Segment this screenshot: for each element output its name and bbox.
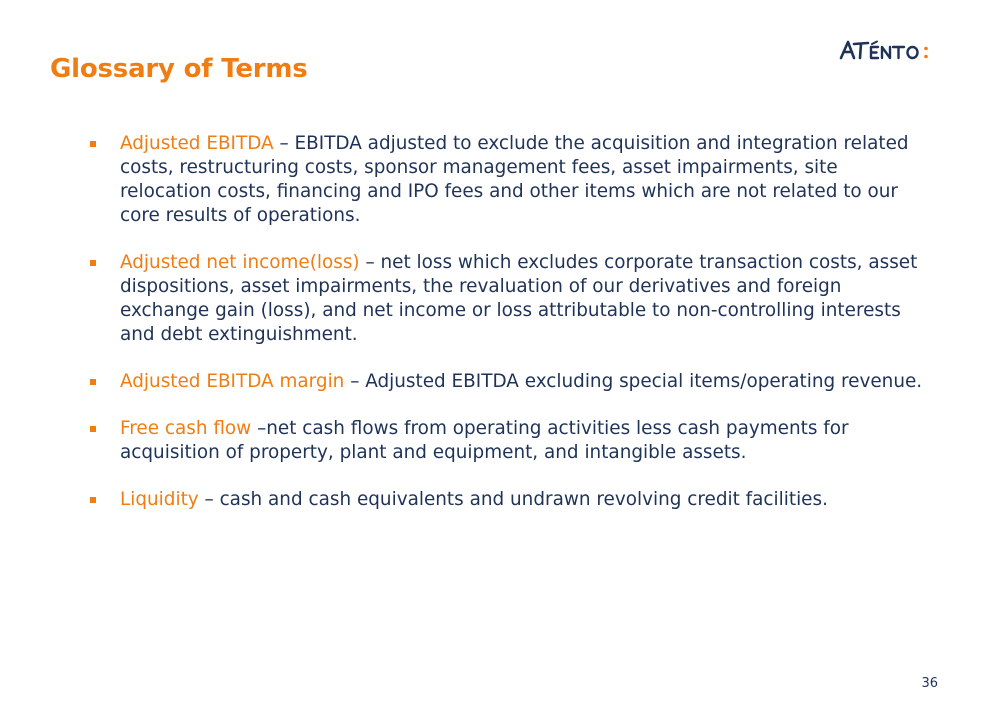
glossary-item-adjusted-ebitda-margin [90, 370, 930, 394]
glossary-definition: – net loss which excludes corporate transaction costs, asset dispositions, asset impairments, the revaluation of our derivatives and foreign exchange gain (loss), and net income or loss attributable to non-controlling interests and debt extinguishment. [120, 252, 918, 345]
glossary-item-adjusted-ebitda [90, 132, 930, 228]
glossary-item-adjusted-net-income [90, 251, 930, 347]
bullet-icon [90, 426, 96, 432]
glossary-item-liquidity [90, 488, 930, 512]
page-number: 36 [921, 676, 938, 691]
glossary-list [90, 132, 930, 535]
glossary-term: Adjusted EBITDA margin [120, 371, 345, 392]
glossary-definition: – Adjusted EBITDA excluding special items/operating revenue. [344, 371, 923, 392]
bullet-icon [90, 260, 96, 266]
page-title: Glossary of Terms [50, 54, 308, 84]
glossary-term: Liquidity [120, 489, 199, 510]
bullet-icon [90, 497, 96, 503]
glossary-term: Free cash flow [120, 418, 252, 439]
glossary-definition: –net cash flows from operating activities less cash payments for acquisition of property, plant and equipment, and intangible assets. [120, 418, 849, 463]
glossary-definition: – EBITDA adjusted to exclude the acquisition and integration related costs, restructuring costs, sponsor management fees, asset impairments, site relocation costs, financing and IPO fees and other items which are not related to our core results of operations. [120, 133, 909, 226]
glossary-definition: – cash and cash equivalents and undrawn revolving credit facilities. [198, 489, 828, 510]
bullet-icon [90, 141, 96, 147]
glossary-item-free-cash-flow [90, 417, 930, 465]
bullet-icon [90, 379, 96, 385]
glossary-term: Adjusted net income(loss) [120, 252, 360, 273]
atento-logo [838, 36, 938, 66]
glossary-term: Adjusted EBITDA [120, 133, 274, 154]
